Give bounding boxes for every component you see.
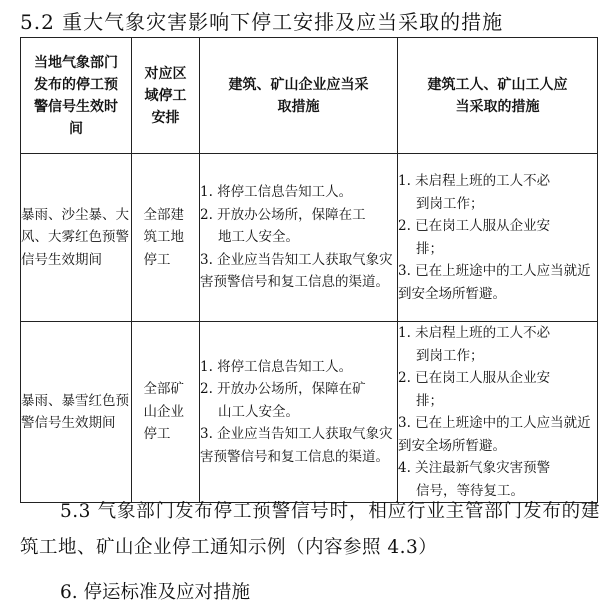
header-signal-time: 当地气象部门发布的停工预警信号生效时间 [21, 38, 132, 154]
list-item: 1. 未启程上班的工人不必 到岗工作； [398, 325, 551, 364]
header-worker-measures: 建筑工人、矿山工人应当采取的措施 [398, 38, 598, 154]
list-item: 3. 已在上班途中的工人应当就近到安全场所暂避。 [398, 415, 591, 454]
list-item: 2. 开放办公场所，保障在工 地工人安全。 [200, 206, 366, 246]
list-item: 3. 企业应当告知工人获取气象灾害预警信号和复工信息的渠道。 [200, 426, 393, 465]
list-item: 2. 已在岗工人服从企业安 排； [398, 370, 551, 409]
header-enterprise-measures: 建筑、矿山企业应当采取措施 [200, 38, 398, 154]
section-6-heading: 6. 停运标准及应对措施 [60, 582, 251, 603]
list-item: 3. 已在上班途中的工人应当就近到安全场所暂避。 [398, 263, 591, 302]
table-row [21, 322, 598, 503]
list-item: 3. 企业应当告知工人获取气象灾害预警信号和复工信息的渠道。 [200, 251, 393, 291]
table-header-row [21, 38, 598, 154]
list-item: 1. 未启程上班的工人不必 到岗工作； [398, 173, 551, 212]
list-item: 2. 已在岗工人服从企业安 排； [398, 218, 551, 257]
row-enterprise-measures [200, 154, 398, 322]
list-item: 2. 开放办公场所，保障在矿 山工人安全。 [200, 381, 366, 420]
section-5-3-paragraph: 5.3 气象部门发布停工预警信号时，相应行业主管部门发布的建筑工地、矿山企业停工通知示例（内容参照 4.3） [20, 501, 600, 558]
header-area-arrangement: 对应区域停工安排 [132, 38, 200, 154]
list-item: 1. 将停工信息告知工人。 [200, 184, 353, 201]
section-5-2-heading: 5.2 重大气象灾害影响下停工安排及应当采取的措施 [20, 10, 504, 34]
row-enterprise-measures [200, 322, 398, 503]
list-item: 1. 将停工信息告知工人。 [200, 358, 353, 375]
row-condition: 暴雨、暴雪红色预警信号生效期间 [21, 322, 132, 503]
row-worker-measures [398, 154, 598, 322]
list-item: 4. 关注最新气象灾害预警 信号，等待复工。 [398, 460, 551, 499]
table-row [21, 154, 598, 322]
row-area: 全部矿山企业停工 [132, 322, 200, 503]
work-stoppage-table [20, 37, 598, 503]
row-condition: 暴雨、沙尘暴、大风、大雾红色预警信号生效期间 [21, 154, 132, 322]
row-worker-measures [398, 322, 598, 503]
row-area: 全部建筑工地停工 [132, 154, 200, 322]
